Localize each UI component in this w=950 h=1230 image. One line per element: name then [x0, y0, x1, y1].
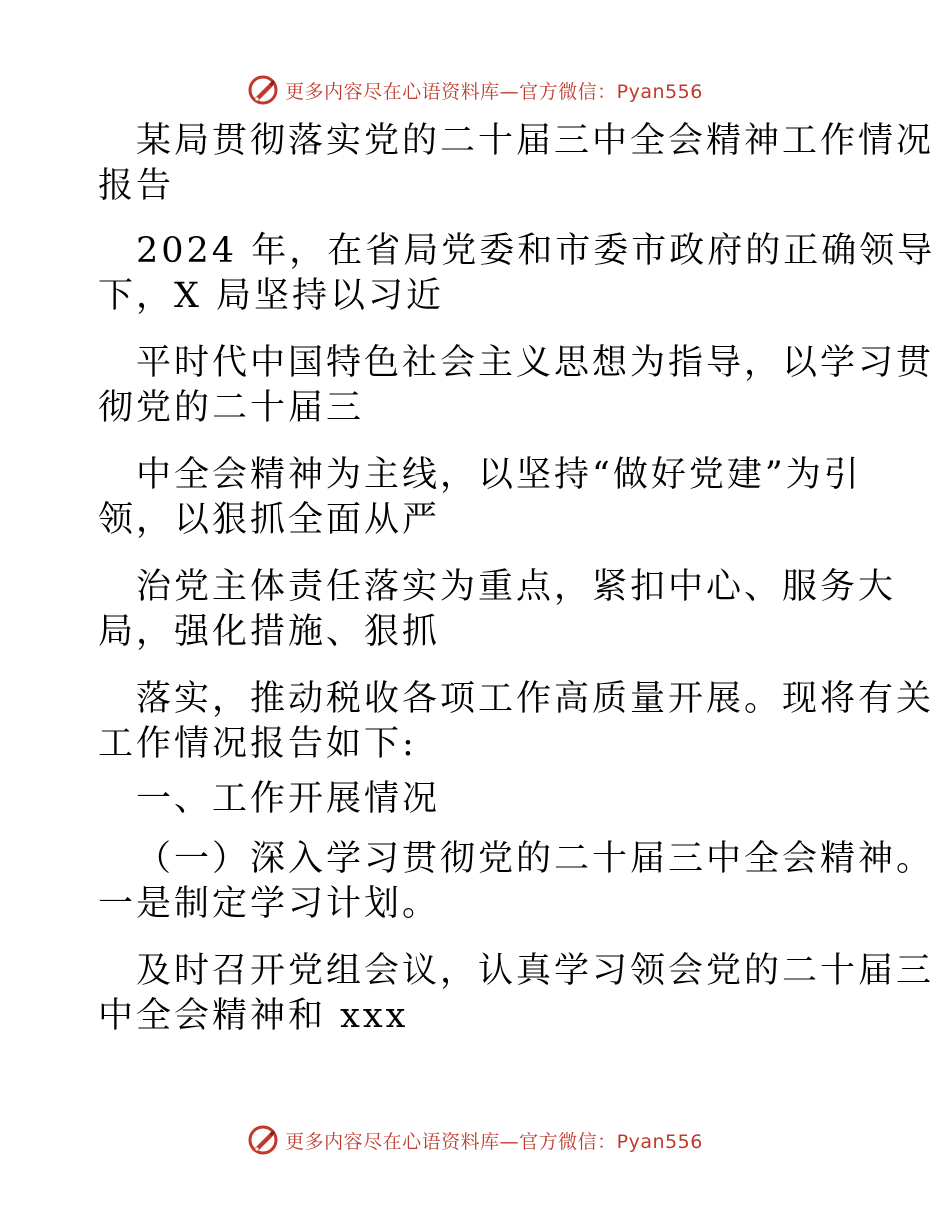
pen-logo-icon — [247, 74, 279, 106]
paragraph-line: 下，X 局坚持以习近 — [98, 276, 445, 316]
paragraph — [98, 949, 935, 1039]
footer-banner-inner — [247, 1124, 703, 1156]
section-heading-line: 一、工作开展情况 — [136, 779, 441, 819]
paragraph-line: 平时代中国特色社会主义思想为指导，以学习贯 — [136, 343, 935, 383]
paragraph-line: 落实，推动税收各项工作高质量开展。现将有关 — [136, 679, 935, 719]
paragraph-line: 2024 年，在省局党委和市委市政府的正确领导 — [136, 231, 936, 271]
paragraph — [98, 565, 897, 655]
paragraph-line: 报告 — [98, 166, 175, 206]
paragraph-line: 中全会精神为主线，以坚持“做好党建”为引 — [136, 455, 862, 495]
paragraph-line: 治党主体责任落实为重点，紧扣中心、服务大 — [136, 567, 897, 607]
pen-logo-icon — [247, 1124, 279, 1156]
paragraph-line: 领，以狠抓全面从严 — [98, 500, 441, 540]
paragraph-line: （一）深入学习贯彻党的二十届三中全会精神。 — [136, 839, 935, 879]
header-banner — [0, 70, 950, 110]
section-heading — [98, 777, 858, 822]
paragraph-line: 某局贯彻落实党的二十届三中全会精神工作情况 — [136, 121, 935, 161]
paragraph-line: 工作情况报告如下: — [98, 724, 417, 764]
paragraph-line: 中全会精神和 xxx — [98, 996, 409, 1036]
paragraph — [98, 341, 935, 431]
paragraph-line: 彻党的二十届三 — [98, 388, 365, 428]
document-body — [98, 119, 936, 1039]
paragraph-line: 一是制定学习计划。 — [98, 884, 441, 924]
header-banner-inner — [247, 74, 703, 106]
footer-banner-text: 更多内容尽在心语资料库—官方微信：Pyan556 — [285, 1130, 703, 1153]
footer-banner — [0, 1120, 950, 1160]
paragraph — [98, 837, 935, 927]
paragraph — [98, 677, 935, 767]
paragraph-line: 及时召开党组会议，认真学习领会党的二十届三 — [136, 951, 935, 991]
paragraph-title — [98, 119, 935, 209]
paragraph-line: 局，强化措施、狠抓 — [98, 612, 441, 652]
header-banner-text: 更多内容尽在心语资料库—官方微信：Pyan556 — [285, 80, 703, 103]
paragraph — [98, 453, 862, 543]
paragraph — [98, 229, 936, 319]
